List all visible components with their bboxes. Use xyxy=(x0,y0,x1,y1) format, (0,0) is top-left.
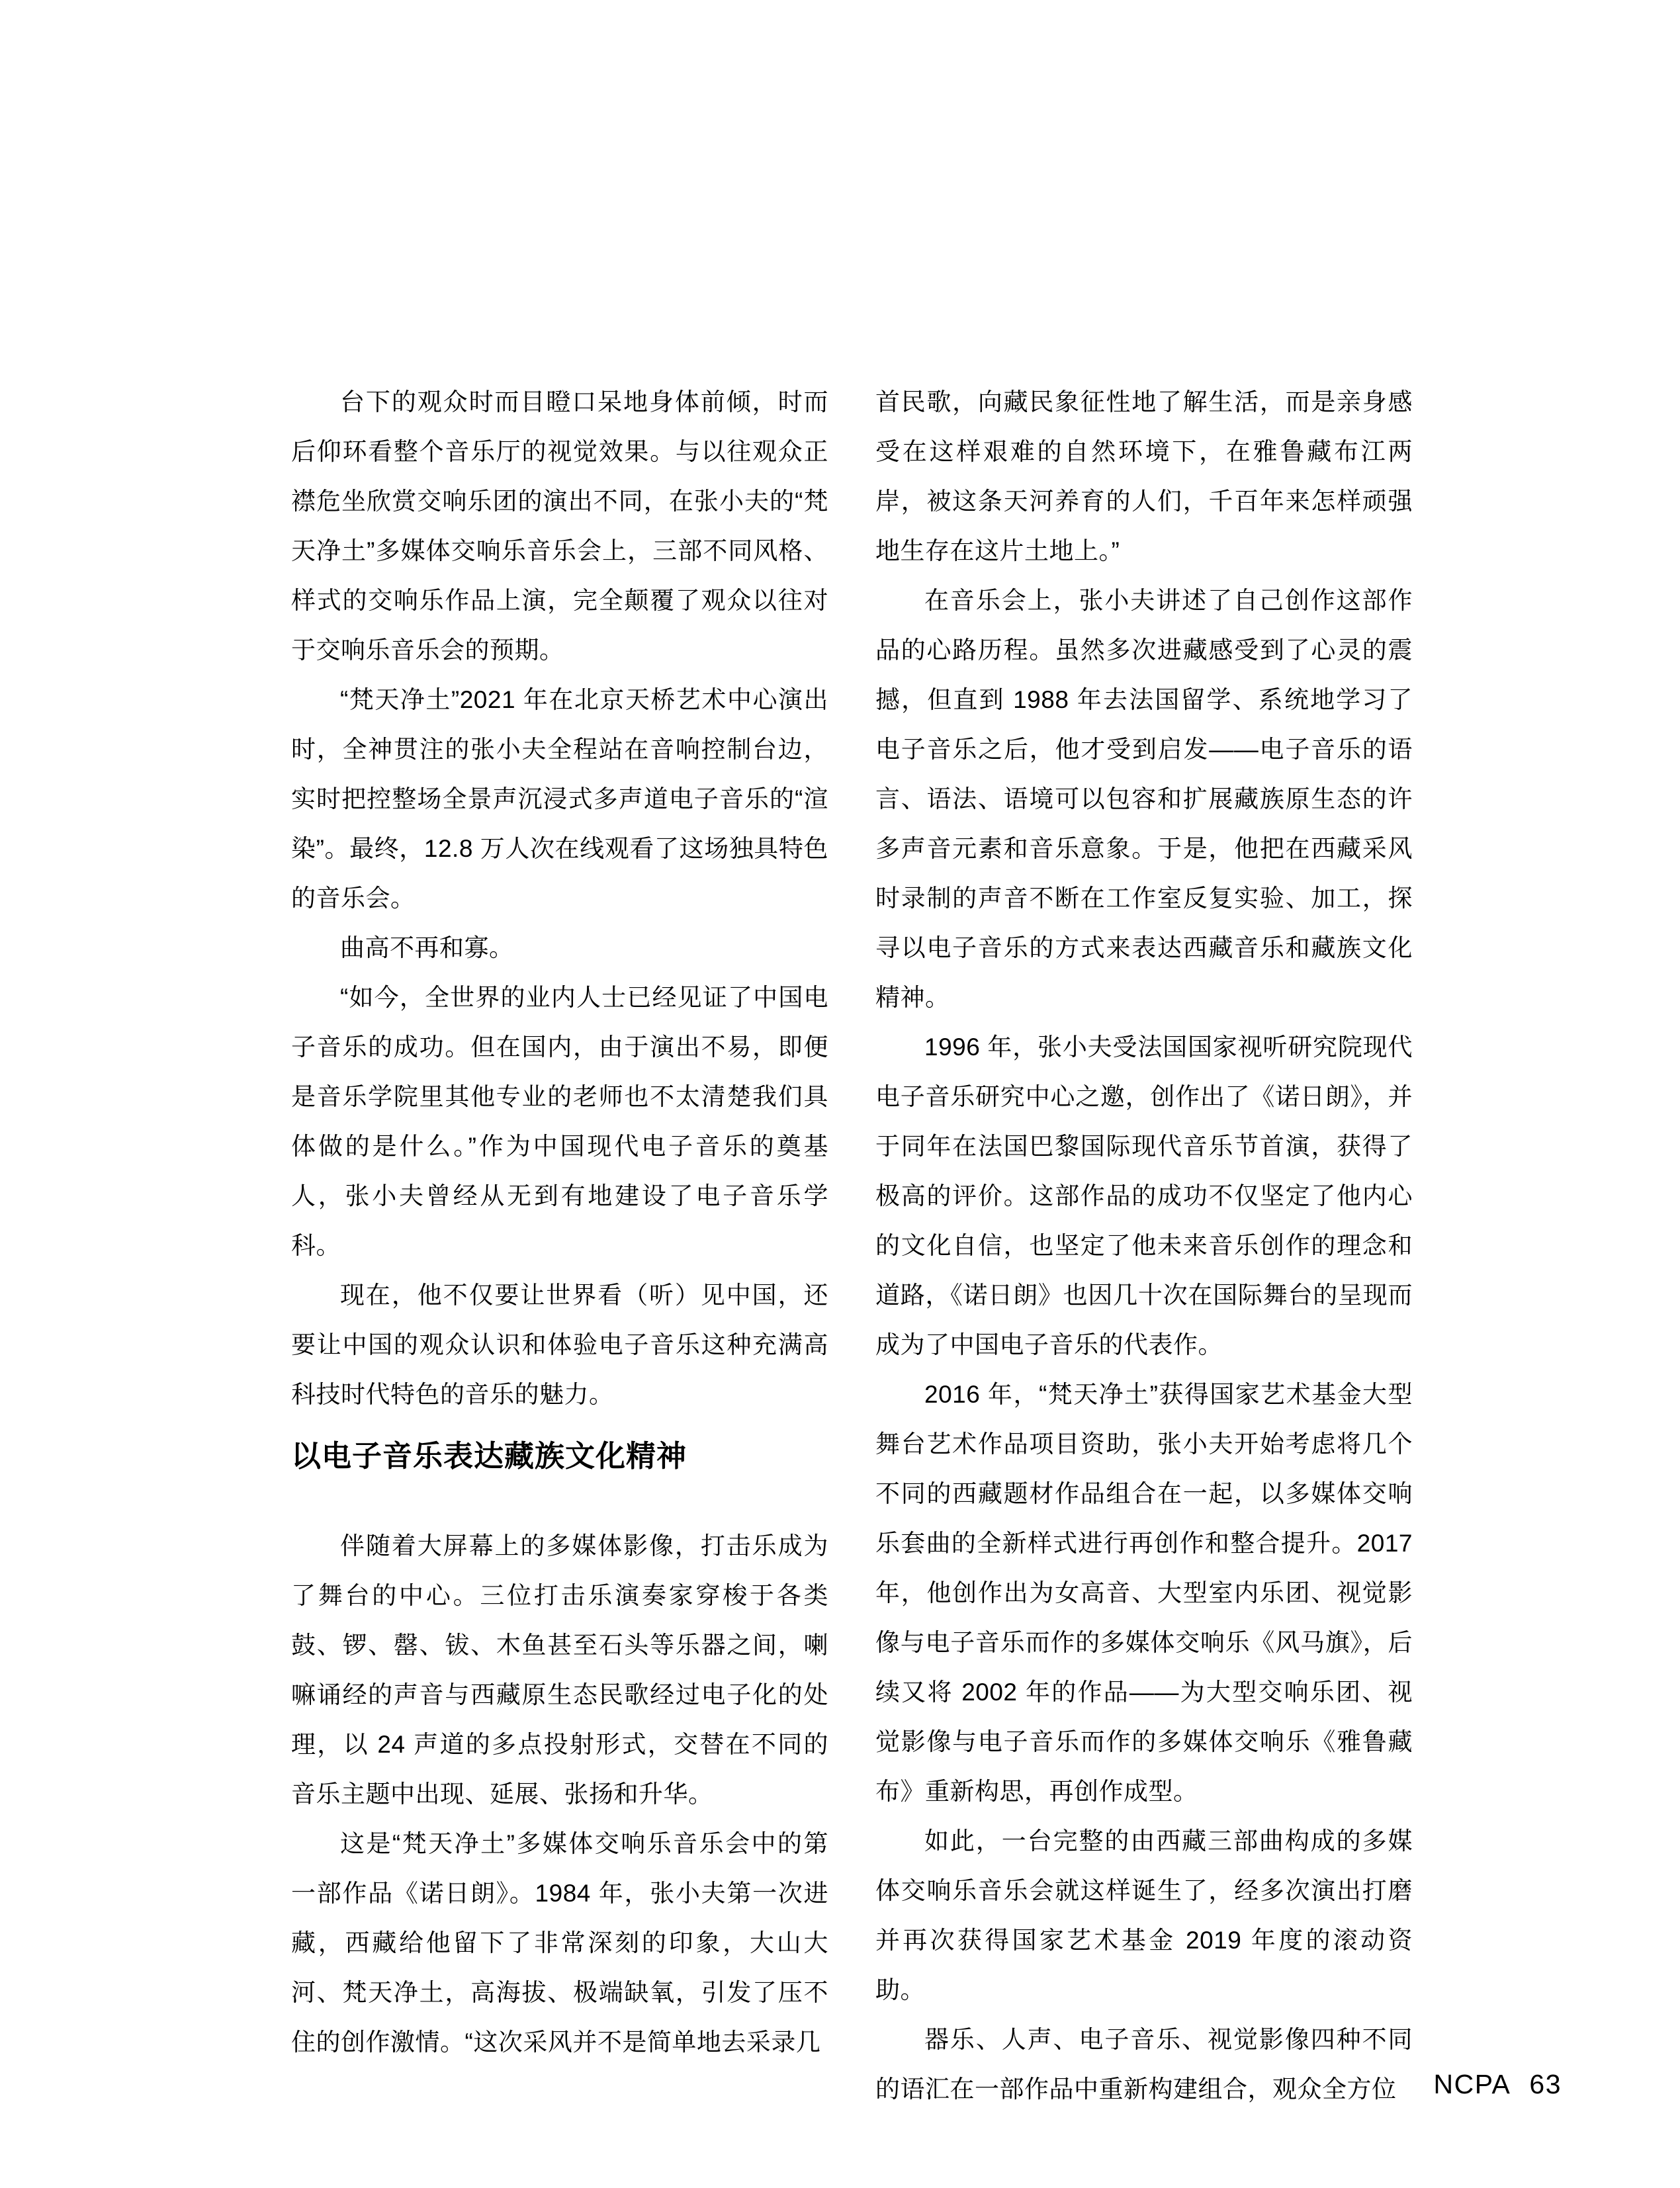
article-paragraph: 曲高不再和寡。 xyxy=(340,934,514,961)
article-paragraph: 现在，他不仅要让世界看（听）见中国，还要让中国的观众认识和体验电子音乐这种充满高科技时代特色的音乐的魅力。 xyxy=(291,1282,828,1408)
article-paragraph: 这是“梵天净土”多媒体交响乐音乐会中的第一部作品《诺日朗》。1984 年，张小夫第一次进藏，西藏给他留下了非常深刻的印象，大山大河、梵天净土，高海拔、极端缺氧，引发了压不住的创作激情。“这次采风并不是简单地去采录几 xyxy=(291,1830,828,2056)
left-column xyxy=(291,377,828,2067)
article-paragraph: “梵天净土”2021 年在北京天桥艺术中心演出时，全神贯注的张小夫全程站在音响控制台边，实时把控整场全景声沉浸式多声道电子音乐的“渲染”。最终，12.8 万人次在线观看了这场独具特色的音乐会。 xyxy=(291,686,828,912)
journal-name: NCPA xyxy=(1433,2069,1511,2099)
page-footer xyxy=(1434,2070,1562,2099)
section-heading: 以电子音乐表达藏族文化精神 xyxy=(291,1439,687,1473)
article-paragraph: 伴随着大屏幕上的多媒体影像，打击乐成为了舞台的中心。三位打击乐演奏家穿梭于各类鼓、锣、罄、钹、木鱼甚至石头等乐器之间，喇嘛诵经的声音与西藏原生态民歌经过电子化的处理，以 24 声道的多点投射形式，交替在不同的音乐主题中出现、延展、张扬和升华。 xyxy=(291,1532,828,1808)
article-paragraph: 台下的观众时而目瞪口呆地身体前倾，时而后仰环看整个音乐厅的视觉效果。与以往观众正襟危坐欣赏交响乐团的演出不同，在张小夫的“梵天净土”多媒体交响乐音乐会上，三部不同风格、样式的交响乐作品上演，完全颠覆了观众以往对于交响乐音乐会的预期。 xyxy=(291,388,828,664)
article-paragraph: “如今，全世界的业内人士已经见证了中国电子音乐的成功。但在国内，由于演出不易，即便是音乐学院里其他专业的老师也不太清楚我们具体做的是什么。”作为中国现代电子音乐的奠基人，张小夫曾经从无到有地建设了电子音乐学科。 xyxy=(291,984,828,1259)
article-paragraph-continuation: 首民歌，向藏民象征性地了解生活，而是亲身感受在这样艰难的自然环境下，在雅鲁藏布江两岸，被这条天河养育的人们，千百年来怎样顽强地生存在这片土地上。” xyxy=(875,388,1413,564)
article-paragraph: 如此，一台完整的由西藏三部曲构成的多媒体交响乐音乐会就这样诞生了，经多次演出打磨并再次获得国家艺术基金 2019 年度的滚动资助。 xyxy=(875,1827,1413,2003)
article-paragraph: 2016 年，“梵天净土”获得国家艺术基金大型舞台艺术作品项目资助，张小夫开始考虑将几个不同的西藏题材作品组合在一起，以多媒体交响乐套曲的全新样式进行再创作和整合提升。2017 年，他创作出为女高音、大型室内乐团、视觉影像与电子音乐而作的多媒体交响乐《风马旗》，后续又将 2002 年的作品——为大型交响乐团、视觉影像与电子音乐而作的多媒体交响乐《雅鲁藏布》重新构思，再创作成型。 xyxy=(875,1381,1413,1805)
article-paragraph: 器乐、人声、电子音乐、视觉影像四种不同的语汇在一部作品中重新构建组合，观众全方位 xyxy=(875,2026,1413,2103)
page-number: 63 xyxy=(1529,2069,1562,2099)
right-column xyxy=(875,377,1413,2114)
article-paragraph: 在音乐会上，张小夫讲述了自己创作这部作品的心路历程。虽然多次进藏感受到了心灵的震撼，但直到 1988 年去法国留学、系统地学习了电子音乐之后，他才受到启发——电子音乐的语言、语法、语境可以包容和扩展藏族原生态的许多声音元素和音乐意象。于是，他把在西藏采风时录制的声音不断在工作室反复实验、加工，探寻以电子音乐的方式来表达西藏音乐和藏族文化精神。 xyxy=(875,587,1413,1011)
article-paragraph: 1996 年，张小夫受法国国家视听研究院现代电子音乐研究中心之邀，创作出了《诺日朗》，并于同年在法国巴黎国际现代音乐节首演，获得了极高的评价。这部作品的成功不仅坚定了他内心的文化自信，也坚定了他未来音乐创作的理念和道路，《诺日朗》也因几十次在国际舞台的呈现而成为了中国电子音乐的代表作。 xyxy=(875,1033,1413,1358)
